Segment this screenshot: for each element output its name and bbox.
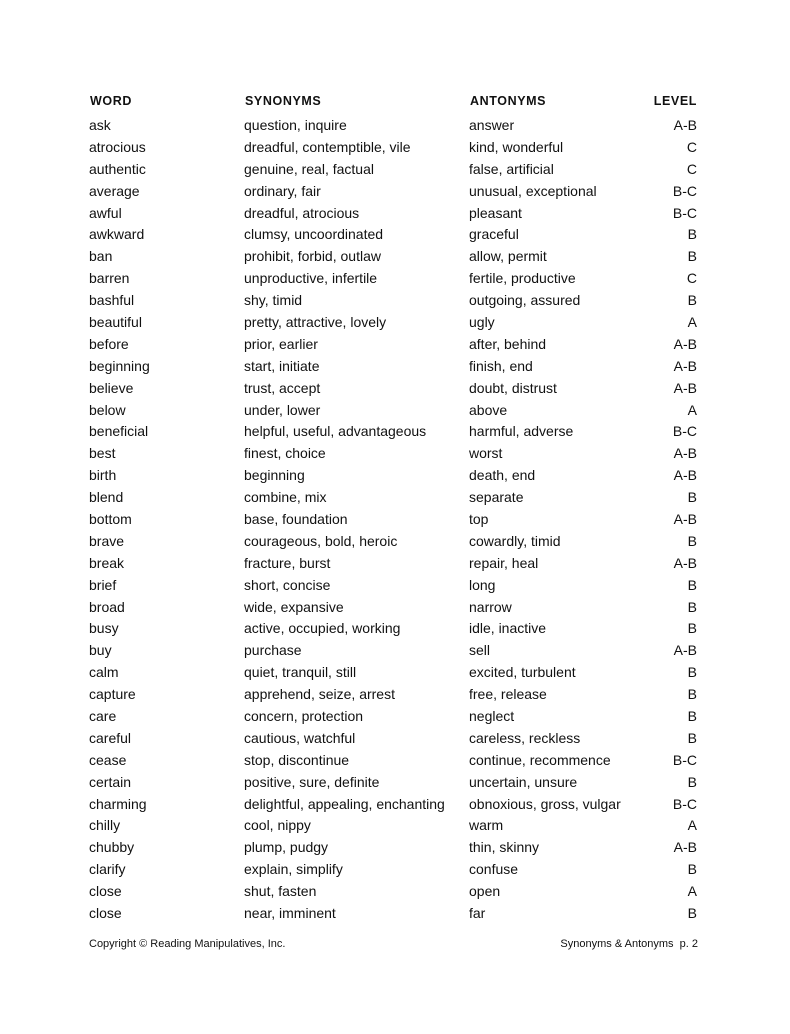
table-row bbox=[89, 793, 697, 815]
table-row bbox=[89, 114, 697, 136]
row-antonyms: finish, end bbox=[469, 357, 533, 374]
row-antonyms: top bbox=[469, 510, 489, 527]
table-row bbox=[89, 333, 697, 355]
row-level: A-B bbox=[673, 839, 697, 856]
row-level: A-B bbox=[673, 467, 697, 484]
row-level: A bbox=[687, 313, 697, 330]
row-synonyms: stop, discontinue bbox=[244, 751, 350, 768]
row-word: beneficial bbox=[89, 423, 149, 440]
row-level: B bbox=[687, 226, 697, 243]
row-word: bottom bbox=[89, 510, 132, 527]
row-antonyms: false, artificial bbox=[469, 160, 554, 177]
row-word: brief bbox=[89, 576, 117, 593]
row-word: chubby bbox=[89, 839, 135, 856]
row-antonyms: continue, recommence bbox=[469, 751, 611, 768]
row-synonyms: shut, fasten bbox=[244, 883, 317, 900]
row-synonyms: active, occupied, working bbox=[244, 620, 401, 637]
row-synonyms: unproductive, infertile bbox=[244, 270, 378, 287]
row-synonyms: plump, pudgy bbox=[244, 839, 329, 856]
row-antonyms: sell bbox=[469, 642, 491, 659]
table-row bbox=[89, 530, 697, 552]
row-antonyms: warm bbox=[469, 817, 504, 834]
table-row bbox=[89, 311, 697, 333]
row-synonyms: wide, expansive bbox=[244, 598, 344, 615]
table-row bbox=[89, 596, 697, 618]
row-antonyms: neglect bbox=[469, 707, 515, 724]
row-word: ban bbox=[89, 248, 113, 265]
row-antonyms: long bbox=[469, 576, 496, 593]
table-row bbox=[89, 399, 697, 421]
table-row bbox=[89, 245, 697, 267]
row-synonyms: cautious, watchful bbox=[244, 729, 356, 746]
row-word: birth bbox=[89, 467, 117, 484]
row-word: chilly bbox=[89, 817, 121, 834]
row-antonyms: repair, heal bbox=[469, 554, 539, 571]
row-word: beautiful bbox=[89, 313, 142, 330]
row-level: A-B bbox=[673, 379, 697, 396]
row-word: care bbox=[89, 707, 117, 724]
row-antonyms: far bbox=[469, 905, 486, 921]
row-level: B bbox=[687, 248, 697, 265]
row-level: B bbox=[687, 576, 697, 593]
row-antonyms: free, release bbox=[469, 686, 547, 703]
row-word: busy bbox=[89, 620, 119, 637]
row-word: charming bbox=[89, 795, 147, 812]
table-row bbox=[89, 223, 697, 245]
table-row bbox=[89, 355, 697, 377]
table-row bbox=[89, 705, 697, 727]
table-row bbox=[89, 858, 697, 880]
row-word: below bbox=[89, 401, 126, 418]
row-synonyms: combine, mix bbox=[244, 489, 327, 506]
row-level: B-C bbox=[672, 182, 697, 199]
table-row bbox=[89, 771, 697, 793]
row-word: barren bbox=[89, 270, 130, 287]
row-level: A-B bbox=[673, 357, 697, 374]
row-word: broad bbox=[89, 598, 125, 615]
row-level: A bbox=[687, 883, 697, 900]
row-level: B-C bbox=[672, 751, 697, 768]
row-synonyms: clumsy, uncoordinated bbox=[244, 226, 384, 243]
row-level: A-B bbox=[673, 445, 697, 462]
table-row bbox=[89, 661, 697, 683]
row-synonyms: base, foundation bbox=[244, 510, 348, 527]
row-synonyms: short, concise bbox=[244, 576, 331, 593]
table-row bbox=[89, 486, 697, 508]
row-antonyms: above bbox=[469, 401, 508, 418]
row-word: clarify bbox=[89, 861, 126, 878]
row-word: awful bbox=[89, 204, 122, 221]
row-synonyms: pretty, attractive, lovely bbox=[244, 313, 387, 330]
row-word: average bbox=[89, 182, 140, 199]
header-level: LEVEL bbox=[653, 94, 697, 108]
row-antonyms: doubt, distrust bbox=[469, 379, 557, 396]
row-synonyms: quiet, tranquil, still bbox=[244, 664, 357, 681]
row-level: B bbox=[687, 773, 697, 790]
row-level: A-B bbox=[673, 116, 697, 133]
table-row bbox=[89, 880, 697, 902]
header-word: WORD bbox=[90, 94, 132, 108]
row-level: B bbox=[687, 861, 697, 878]
row-antonyms: ugly bbox=[469, 313, 495, 330]
header-synonyms: SYNONYMS bbox=[245, 94, 322, 108]
row-antonyms: worst bbox=[469, 445, 503, 462]
row-antonyms: outgoing, assured bbox=[469, 292, 581, 309]
row-level: B bbox=[687, 598, 697, 615]
row-antonyms: idle, inactive bbox=[469, 620, 547, 637]
copyright-text: Copyright © Reading Manipulatives, Inc. bbox=[89, 938, 286, 950]
row-synonyms: prohibit, forbid, outlaw bbox=[244, 248, 381, 265]
row-word: ask bbox=[89, 116, 111, 133]
row-word: awkward bbox=[89, 226, 145, 243]
row-synonyms: prior, earlier bbox=[244, 335, 318, 352]
row-word: bashful bbox=[89, 292, 135, 309]
row-antonyms: confuse bbox=[469, 861, 519, 878]
row-word: believe bbox=[89, 379, 134, 396]
table-header bbox=[89, 90, 697, 112]
table-row bbox=[89, 442, 697, 464]
row-word: blend bbox=[89, 489, 124, 506]
table-row bbox=[89, 617, 697, 639]
row-word: cease bbox=[89, 751, 127, 768]
row-synonyms: courageous, bold, heroic bbox=[244, 532, 398, 549]
table-row bbox=[89, 574, 697, 596]
row-antonyms: kind, wonderful bbox=[469, 138, 564, 155]
table-row bbox=[89, 202, 697, 224]
row-word: beginning bbox=[89, 357, 150, 374]
row-antonyms: obnoxious, gross, vulgar bbox=[469, 795, 621, 812]
row-antonyms: thin, skinny bbox=[469, 839, 540, 856]
row-word: authentic bbox=[89, 160, 146, 177]
row-word: close bbox=[89, 883, 122, 900]
table-row bbox=[89, 420, 697, 442]
row-antonyms: graceful bbox=[469, 226, 519, 243]
row-word: break bbox=[89, 554, 125, 571]
table-row bbox=[89, 158, 697, 180]
row-synonyms: cool, nippy bbox=[244, 817, 311, 834]
table-row bbox=[89, 683, 697, 705]
row-word: atrocious bbox=[89, 138, 146, 155]
row-antonyms: cowardly, timid bbox=[469, 532, 561, 549]
row-level: B bbox=[687, 489, 697, 506]
row-level: B bbox=[687, 292, 697, 309]
row-word: close bbox=[89, 905, 122, 921]
table-row bbox=[89, 902, 697, 924]
row-synonyms: start, initiate bbox=[244, 357, 320, 374]
page-footer bbox=[89, 938, 698, 950]
row-synonyms: question, inquire bbox=[244, 116, 347, 133]
row-word: before bbox=[89, 335, 129, 352]
table-row bbox=[89, 267, 697, 289]
row-word: brave bbox=[89, 532, 125, 549]
row-level: C bbox=[686, 160, 697, 177]
row-antonyms: careless, reckless bbox=[469, 729, 581, 746]
row-level: A bbox=[687, 817, 697, 834]
row-level: A-B bbox=[673, 554, 697, 571]
table-row bbox=[89, 552, 697, 574]
row-level: A-B bbox=[673, 510, 697, 527]
row-level: A bbox=[687, 401, 697, 418]
row-antonyms: narrow bbox=[469, 598, 512, 615]
row-level: B-C bbox=[672, 204, 697, 221]
row-synonyms: concern, protection bbox=[244, 707, 364, 724]
row-word: best bbox=[89, 445, 116, 462]
row-antonyms: fertile, productive bbox=[469, 270, 576, 287]
row-synonyms: dreadful, contemptible, vile bbox=[244, 138, 411, 155]
row-synonyms: purchase bbox=[244, 642, 302, 659]
row-level: C bbox=[686, 138, 697, 155]
row-synonyms: helpful, useful, advantageous bbox=[244, 423, 427, 440]
row-antonyms: open bbox=[469, 883, 501, 900]
table-row bbox=[89, 377, 697, 399]
row-level: B bbox=[687, 729, 697, 746]
row-synonyms: under, lower bbox=[244, 401, 321, 418]
row-level: B bbox=[687, 707, 697, 724]
row-synonyms: delightful, appealing, enchanting bbox=[244, 795, 445, 812]
row-synonyms: fracture, burst bbox=[244, 554, 331, 571]
row-antonyms: after, behind bbox=[469, 335, 547, 352]
row-synonyms: near, imminent bbox=[244, 905, 336, 921]
row-synonyms: ordinary, fair bbox=[244, 182, 321, 199]
row-level: B bbox=[687, 532, 697, 549]
table-row bbox=[89, 464, 697, 486]
row-synonyms: genuine, real, factual bbox=[244, 160, 374, 177]
row-level: C bbox=[686, 270, 697, 287]
row-antonyms: answer bbox=[469, 116, 515, 133]
row-antonyms: harmful, adverse bbox=[469, 423, 574, 440]
row-synonyms: finest, choice bbox=[244, 445, 326, 462]
table-row bbox=[89, 836, 697, 858]
row-level: B-C bbox=[672, 795, 697, 812]
row-word: certain bbox=[89, 773, 132, 790]
row-level: B bbox=[687, 664, 697, 681]
row-level: B-C bbox=[672, 423, 697, 440]
row-antonyms: unusual, exceptional bbox=[469, 182, 597, 199]
page-label: Synonyms & Antonyms p. 2 bbox=[560, 938, 698, 950]
row-level: B bbox=[687, 905, 697, 921]
row-antonyms: excited, turbulent bbox=[469, 664, 576, 681]
row-word: buy bbox=[89, 642, 112, 659]
row-word: capture bbox=[89, 686, 136, 703]
table-row bbox=[89, 815, 697, 837]
row-synonyms: beginning bbox=[244, 467, 305, 484]
table-row bbox=[89, 180, 697, 202]
header-antonyms: ANTONYMS bbox=[470, 94, 547, 108]
row-synonyms: dreadful, atrocious bbox=[244, 204, 360, 221]
row-synonyms: shy, timid bbox=[244, 292, 303, 309]
table-row bbox=[89, 136, 697, 158]
row-word: calm bbox=[89, 664, 119, 681]
row-antonyms: separate bbox=[469, 489, 524, 506]
row-synonyms: trust, accept bbox=[244, 379, 321, 396]
row-level: B bbox=[687, 686, 697, 703]
row-level: A-B bbox=[673, 335, 697, 352]
row-antonyms: uncertain, unsure bbox=[469, 773, 578, 790]
row-level: B bbox=[687, 620, 697, 637]
row-antonyms: pleasant bbox=[469, 204, 522, 221]
row-word: careful bbox=[89, 729, 132, 746]
table-row bbox=[89, 289, 697, 311]
table-body bbox=[89, 114, 697, 924]
synonym-antonym-table bbox=[89, 90, 697, 924]
table-row bbox=[89, 508, 697, 530]
row-antonyms: death, end bbox=[469, 467, 536, 484]
row-antonyms: allow, permit bbox=[469, 248, 547, 265]
row-synonyms: explain, simplify bbox=[244, 861, 343, 878]
row-level: A-B bbox=[673, 642, 697, 659]
table-row bbox=[89, 727, 697, 749]
table-row bbox=[89, 639, 697, 661]
row-synonyms: apprehend, seize, arrest bbox=[244, 686, 395, 703]
table-row bbox=[89, 749, 697, 771]
row-synonyms: positive, sure, definite bbox=[244, 773, 380, 790]
